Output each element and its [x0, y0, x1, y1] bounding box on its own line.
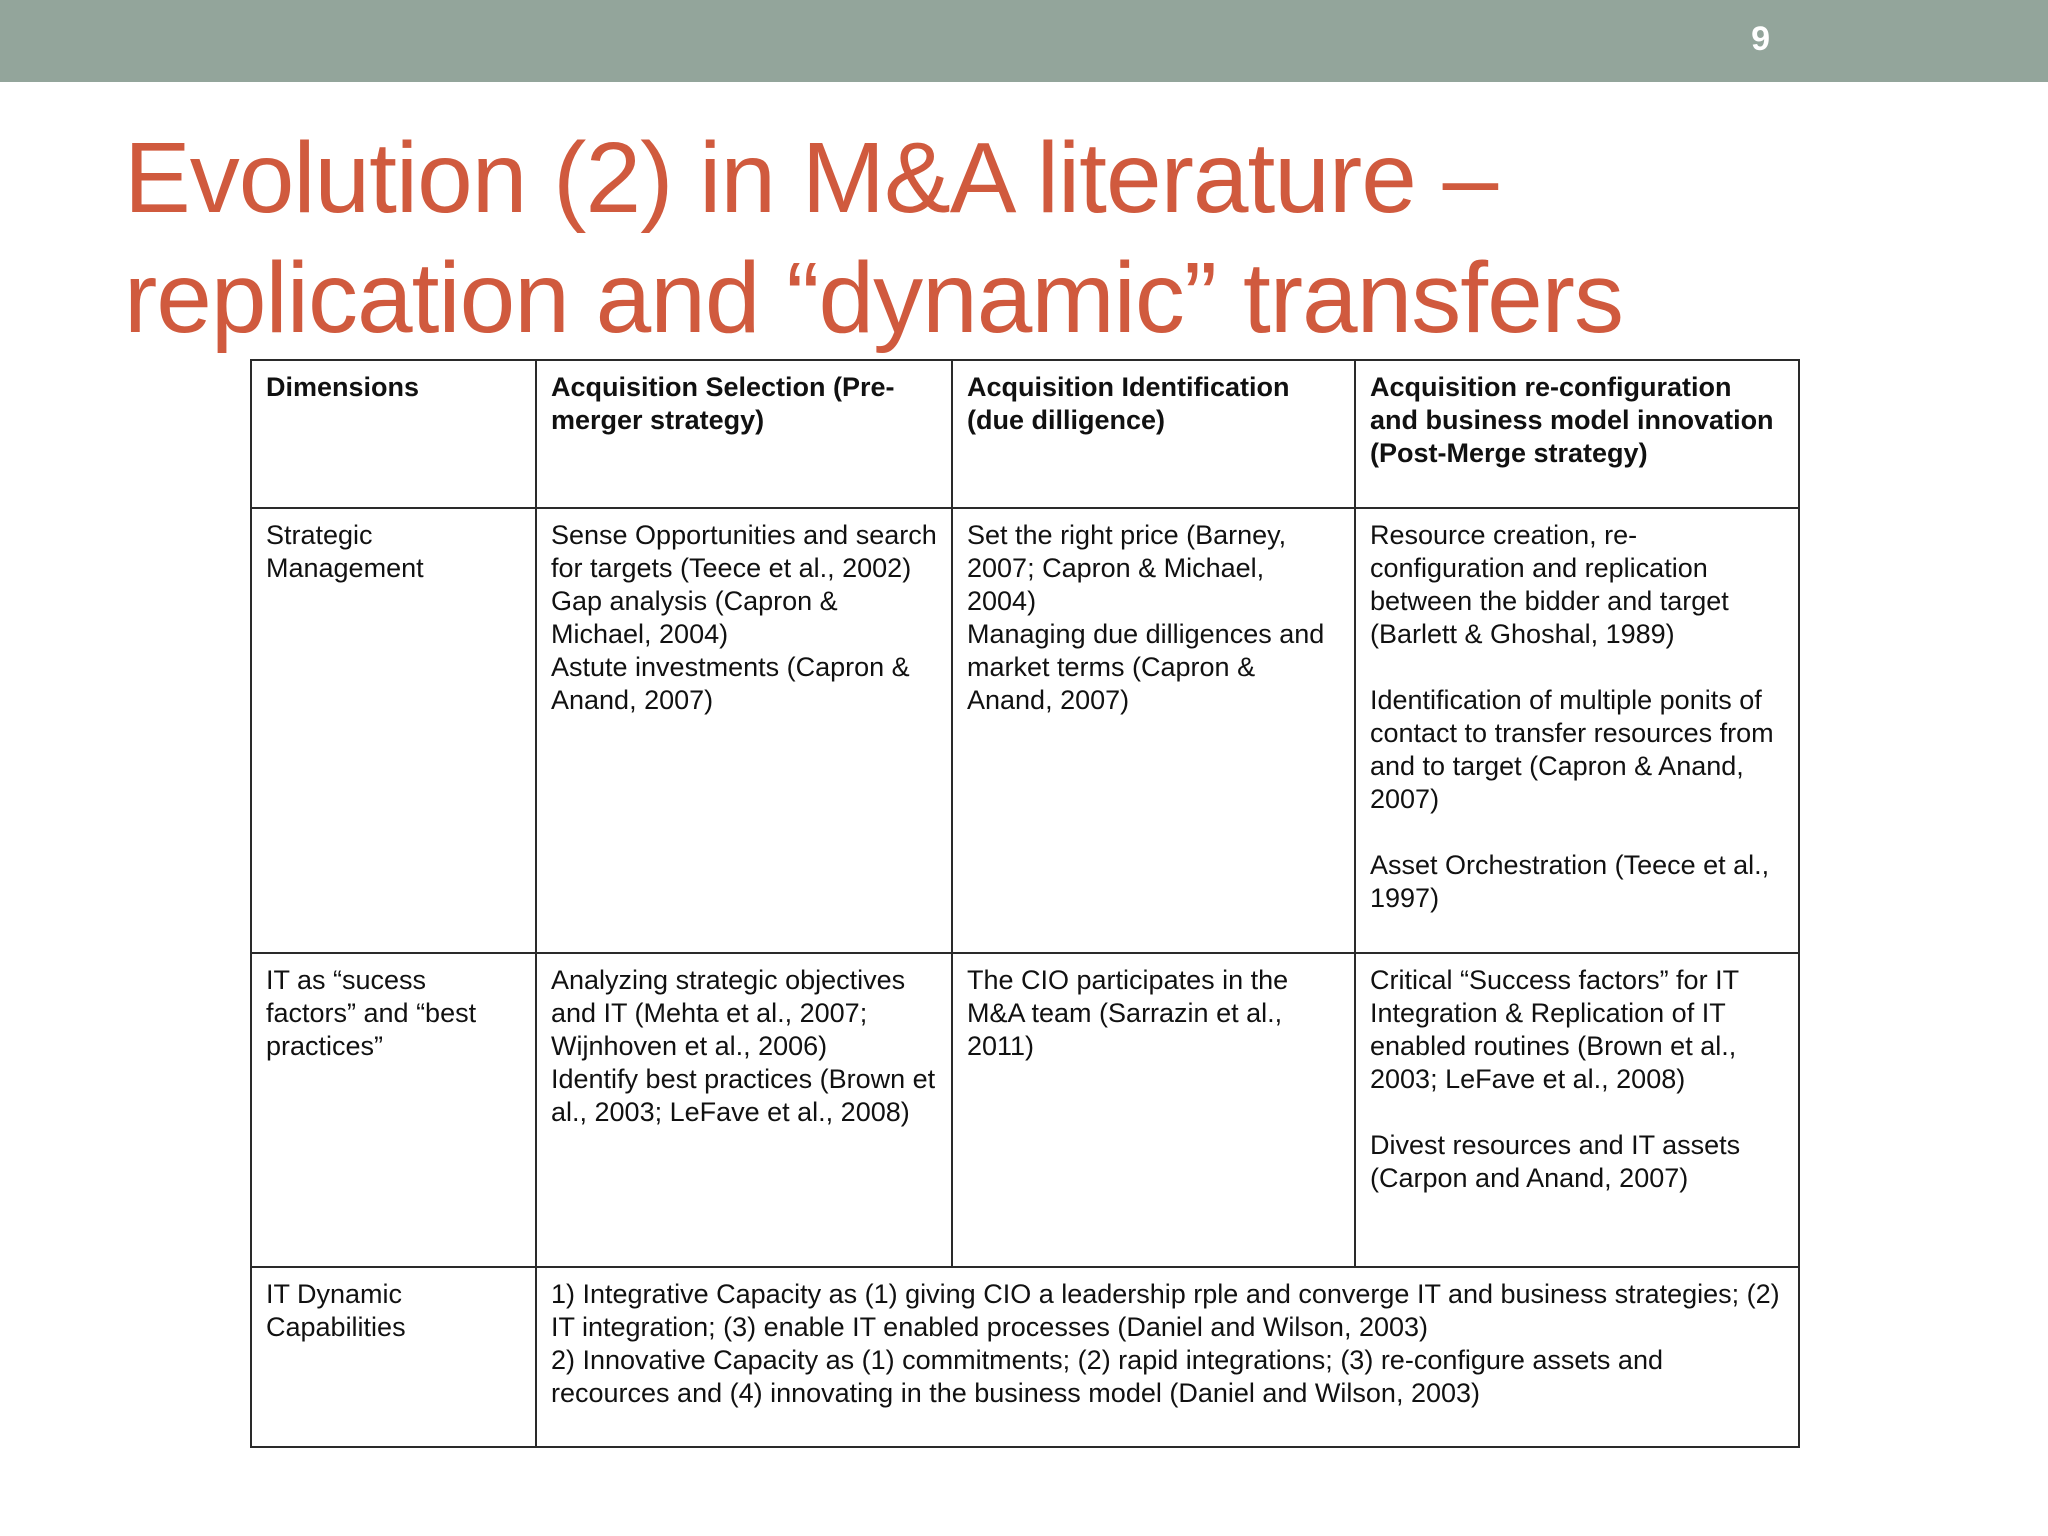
header-acquisition-selection: Acquisition Selection (Pre-merger strategy) [536, 360, 952, 508]
cell-paragraph: The CIO participates in the M&A team (Sarrazin et al., 2011) [967, 965, 1289, 1061]
cell-dimension: IT as “sucess factors” and “best practices” [251, 953, 536, 1267]
cell-paragraph: Managing due dilligences and market terms (Capron & Anand, 2007) [967, 619, 1325, 715]
paragraph-spacer [1370, 816, 1784, 849]
cell-paragraph: Astute investments (Capron & Anand, 2007) [551, 652, 910, 715]
comparison-table [250, 359, 1800, 1448]
cell-paragraph: Analyzing strategic objectives and IT (Mehta et al., 2007; Wijnhoven et al., 2006) [551, 965, 906, 1061]
cell-selection [536, 508, 952, 953]
cell-selection [536, 953, 952, 1267]
paragraph-spacer [1370, 1096, 1784, 1129]
slide-title [124, 118, 1964, 358]
cell-paragraph: Critical “Success factors” for IT Integration & Replication of IT enabled routines (Brown et al., 2003; LeFave et al., 2008) [1370, 965, 1739, 1094]
table-row-strategic-management [251, 508, 1799, 953]
slide-title-line-1: Evolution (2) in M&A literature – [124, 122, 1498, 234]
slide-title-line-2: replication and “dynamic” transfers [124, 242, 1623, 354]
cell-paragraph: Identify best practices (Brown et al., 2003; LeFave et al., 2008) [551, 1064, 936, 1127]
cell-paragraph: Set the right price (Barney, 2007; Capron & Michael, 2004) [967, 520, 1287, 616]
cell-paragraph: Sense Opportunities and search for targets (Teece et al., 2002) [551, 520, 937, 583]
cell-dimension: Strategic Management [251, 508, 536, 953]
table-header-row [251, 360, 1799, 508]
header-dimensions: Dimensions [251, 360, 536, 508]
cell-reconfiguration [1355, 953, 1799, 1267]
slide-number: 9 [1751, 20, 1770, 58]
paragraph-spacer [1370, 651, 1784, 684]
cell-identification [952, 953, 1355, 1267]
header-acquisition-identification: Acquisition Identification (due dilligence) [952, 360, 1355, 508]
cell-paragraph: Resource creation, re-configuration and replication between the bidder and target (Barlett & Ghoshal, 1989) [1370, 520, 1729, 649]
cell-reconfiguration [1355, 508, 1799, 953]
cell-paragraph: Asset Orchestration (Teece et al., 1997) [1370, 850, 1770, 913]
cell-paragraph: Divest resources and IT assets (Carpon and Anand, 2007) [1370, 1130, 1741, 1193]
top-bar [0, 0, 2048, 82]
cell-paragraph: 1) Integrative Capacity as (1) giving CIO a leadership rple and converge IT and business strategies; (2) IT integration; (3) enable IT enabled processes (Daniel and Wilson, 2003) [551, 1279, 1780, 1342]
cell-paragraph: 2) Innovative Capacity as (1) commitments; (2) rapid integrations; (3) re-configure assets and recources and (4) innovating in the business model (Daniel and Wilson, 2003) [551, 1345, 1663, 1408]
cell-paragraph: Gap analysis (Capron & Michael, 2004) [551, 586, 838, 649]
table-row-it-dynamic-capabilities [251, 1267, 1799, 1447]
cell-identification [952, 508, 1355, 953]
cell-paragraph: Identification of multiple ponits of contact to transfer resources from and to target (Capron & Anand, 2007) [1370, 685, 1774, 814]
cell-merged-capabilities [536, 1267, 1799, 1447]
cell-dimension: IT Dynamic Capabilities [251, 1267, 536, 1447]
header-acquisition-reconfiguration: Acquisition re-configuration and business model innovation (Post-Merge strategy) [1355, 360, 1799, 508]
table-row-it-success-factors [251, 953, 1799, 1267]
